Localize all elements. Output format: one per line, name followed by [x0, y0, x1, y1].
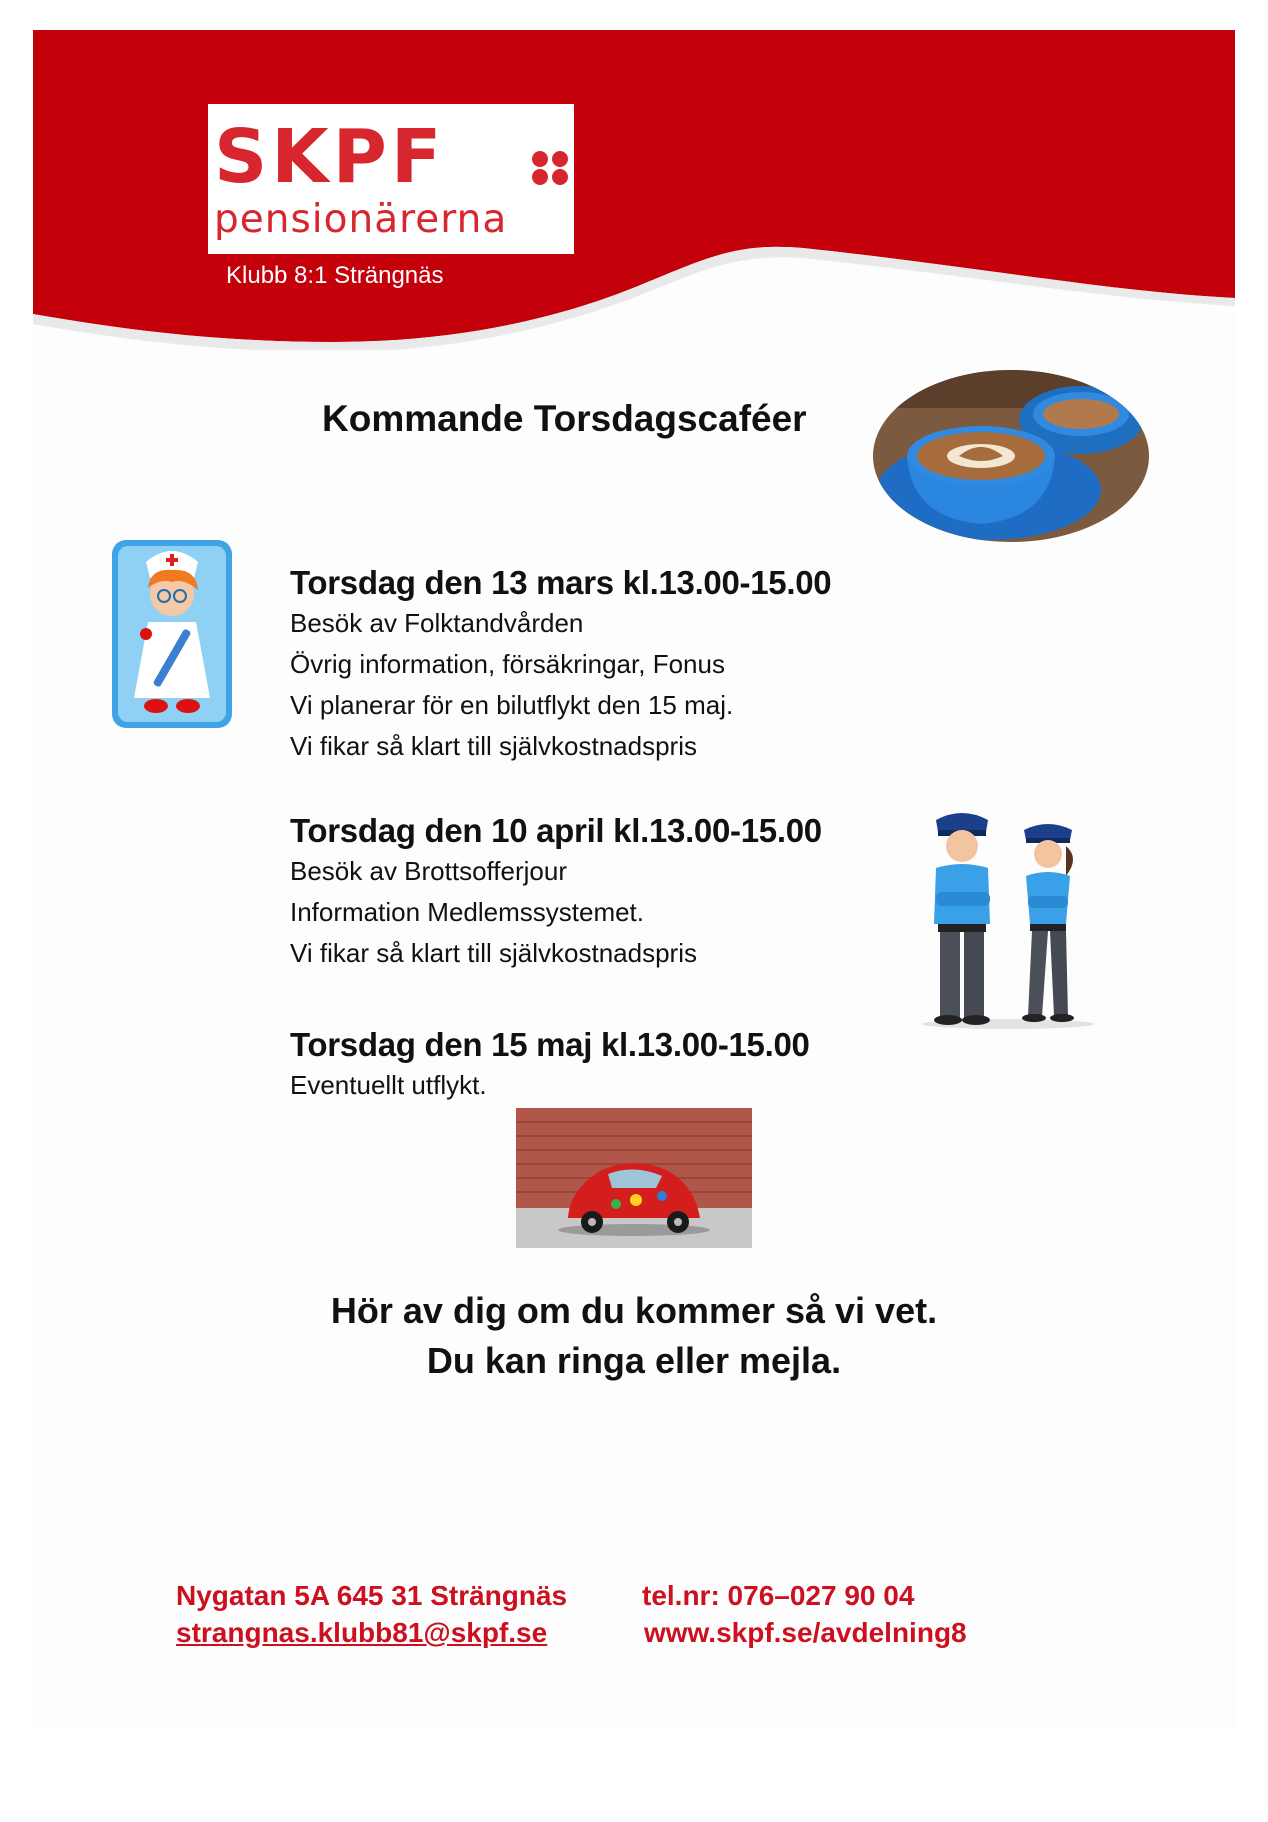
- cta-line-1: Hör av dig om du kommer så vi vet.: [330, 1290, 938, 1331]
- event-heading: Torsdag den 10 april kl.13.00-15.00: [290, 812, 822, 849]
- red-beetle-car-icon: [516, 1108, 752, 1248]
- cta-line-2: Du kan ringa eller mejla.: [426, 1340, 842, 1381]
- logo-flower-icon: [530, 148, 570, 188]
- skpf-logo: [208, 104, 574, 254]
- footer-address: Nygatan 5A 645 31 Strängnäs: [176, 1580, 568, 1611]
- event-march: [290, 563, 831, 767]
- event-line: Vi fikar så klart till självkostnadspris: [290, 731, 697, 761]
- event-may: [290, 1025, 810, 1106]
- coffee-cups-icon: [871, 368, 1151, 544]
- event-heading: Torsdag den 15 maj kl.13.00-15.00: [290, 1026, 810, 1063]
- event-line: Eventuellt utflykt.: [290, 1070, 487, 1100]
- event-april: [290, 811, 822, 974]
- event-line: Besök av Brottsofferjour: [290, 856, 567, 886]
- event-line: Övrig information, försäkringar, Fonus: [290, 649, 725, 679]
- footer-website-link[interactable]: www.skpf.se/avdelning8: [644, 1617, 967, 1648]
- club-name: Klubb 8:1 Strängnäs: [226, 262, 444, 289]
- logo-sub-text: pensionärerna: [214, 197, 508, 242]
- event-line: Vi planerar för en bilutflykt den 15 maj.: [290, 690, 734, 720]
- event-heading: Torsdag den 13 mars kl.13.00-15.00: [290, 564, 832, 601]
- footer-email-link[interactable]: strangnas.klubb81@skpf.se: [176, 1617, 548, 1648]
- page-title: Kommande Torsdagscaféer: [322, 398, 807, 439]
- event-line: Information Medlemssystemet.: [290, 897, 645, 927]
- event-line: Vi fikar så klart till självkostnadspris: [290, 938, 697, 968]
- footer-phone: tel.nr: 076–027 90 04: [642, 1580, 915, 1611]
- nurse-illustration-icon: [110, 538, 234, 730]
- event-line: Besök av Folktandvården: [290, 608, 584, 638]
- police-officers-illustration-icon: [916, 806, 1100, 1034]
- logo-main-text: SKPF: [214, 114, 446, 200]
